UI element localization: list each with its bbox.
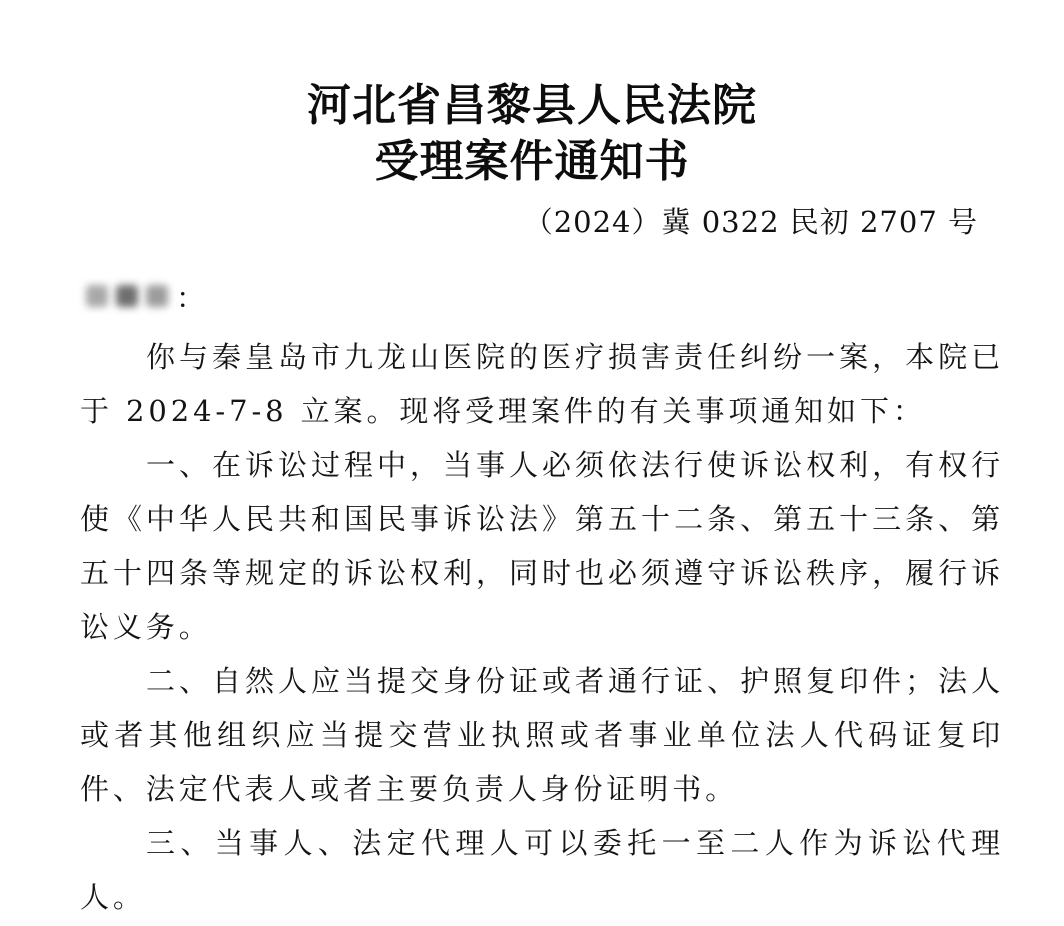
salutation bbox=[80, 274, 205, 318]
court-name-title: 河北省昌黎县人民法院 bbox=[307, 80, 757, 131]
paragraph-item-1: 一、在诉讼过程中，当事人必须依法行使诉讼权利，有权行使《中华人民共和国民事诉讼法》第五十二条、第五十三条、第五十四条等规定的诉讼权利，同时也必须遵守诉讼秩序，履行诉讼义务。 bbox=[80, 448, 1004, 644]
paragraph-item-2: 二、自然人应当提交身份证或者通行证、护照复印件；法人或者其他组织应当提交营业执照或者事业单位法人代码证复印件、法定代表人或者主要负责人身份证明书。 bbox=[80, 664, 1004, 806]
notice-body bbox=[80, 330, 1004, 924]
paragraph-intro: 你与秦皇岛市九龙山医院的医疗损害责任纠纷一案，本院已于 2024-7-8 立案。现将受理案件的有关事项通知如下： bbox=[80, 340, 1004, 428]
paragraph-item-3: 三、当事人、法定代理人可以委托一至二人作为诉讼代理人。 bbox=[80, 826, 1004, 914]
salutation-colon: ： bbox=[176, 280, 206, 315]
redacted-name-blur bbox=[80, 281, 176, 311]
case-number: （2024）冀 0322 民初 2707 号 bbox=[523, 205, 978, 239]
document-title: 受理案件通知书 bbox=[374, 136, 690, 187]
